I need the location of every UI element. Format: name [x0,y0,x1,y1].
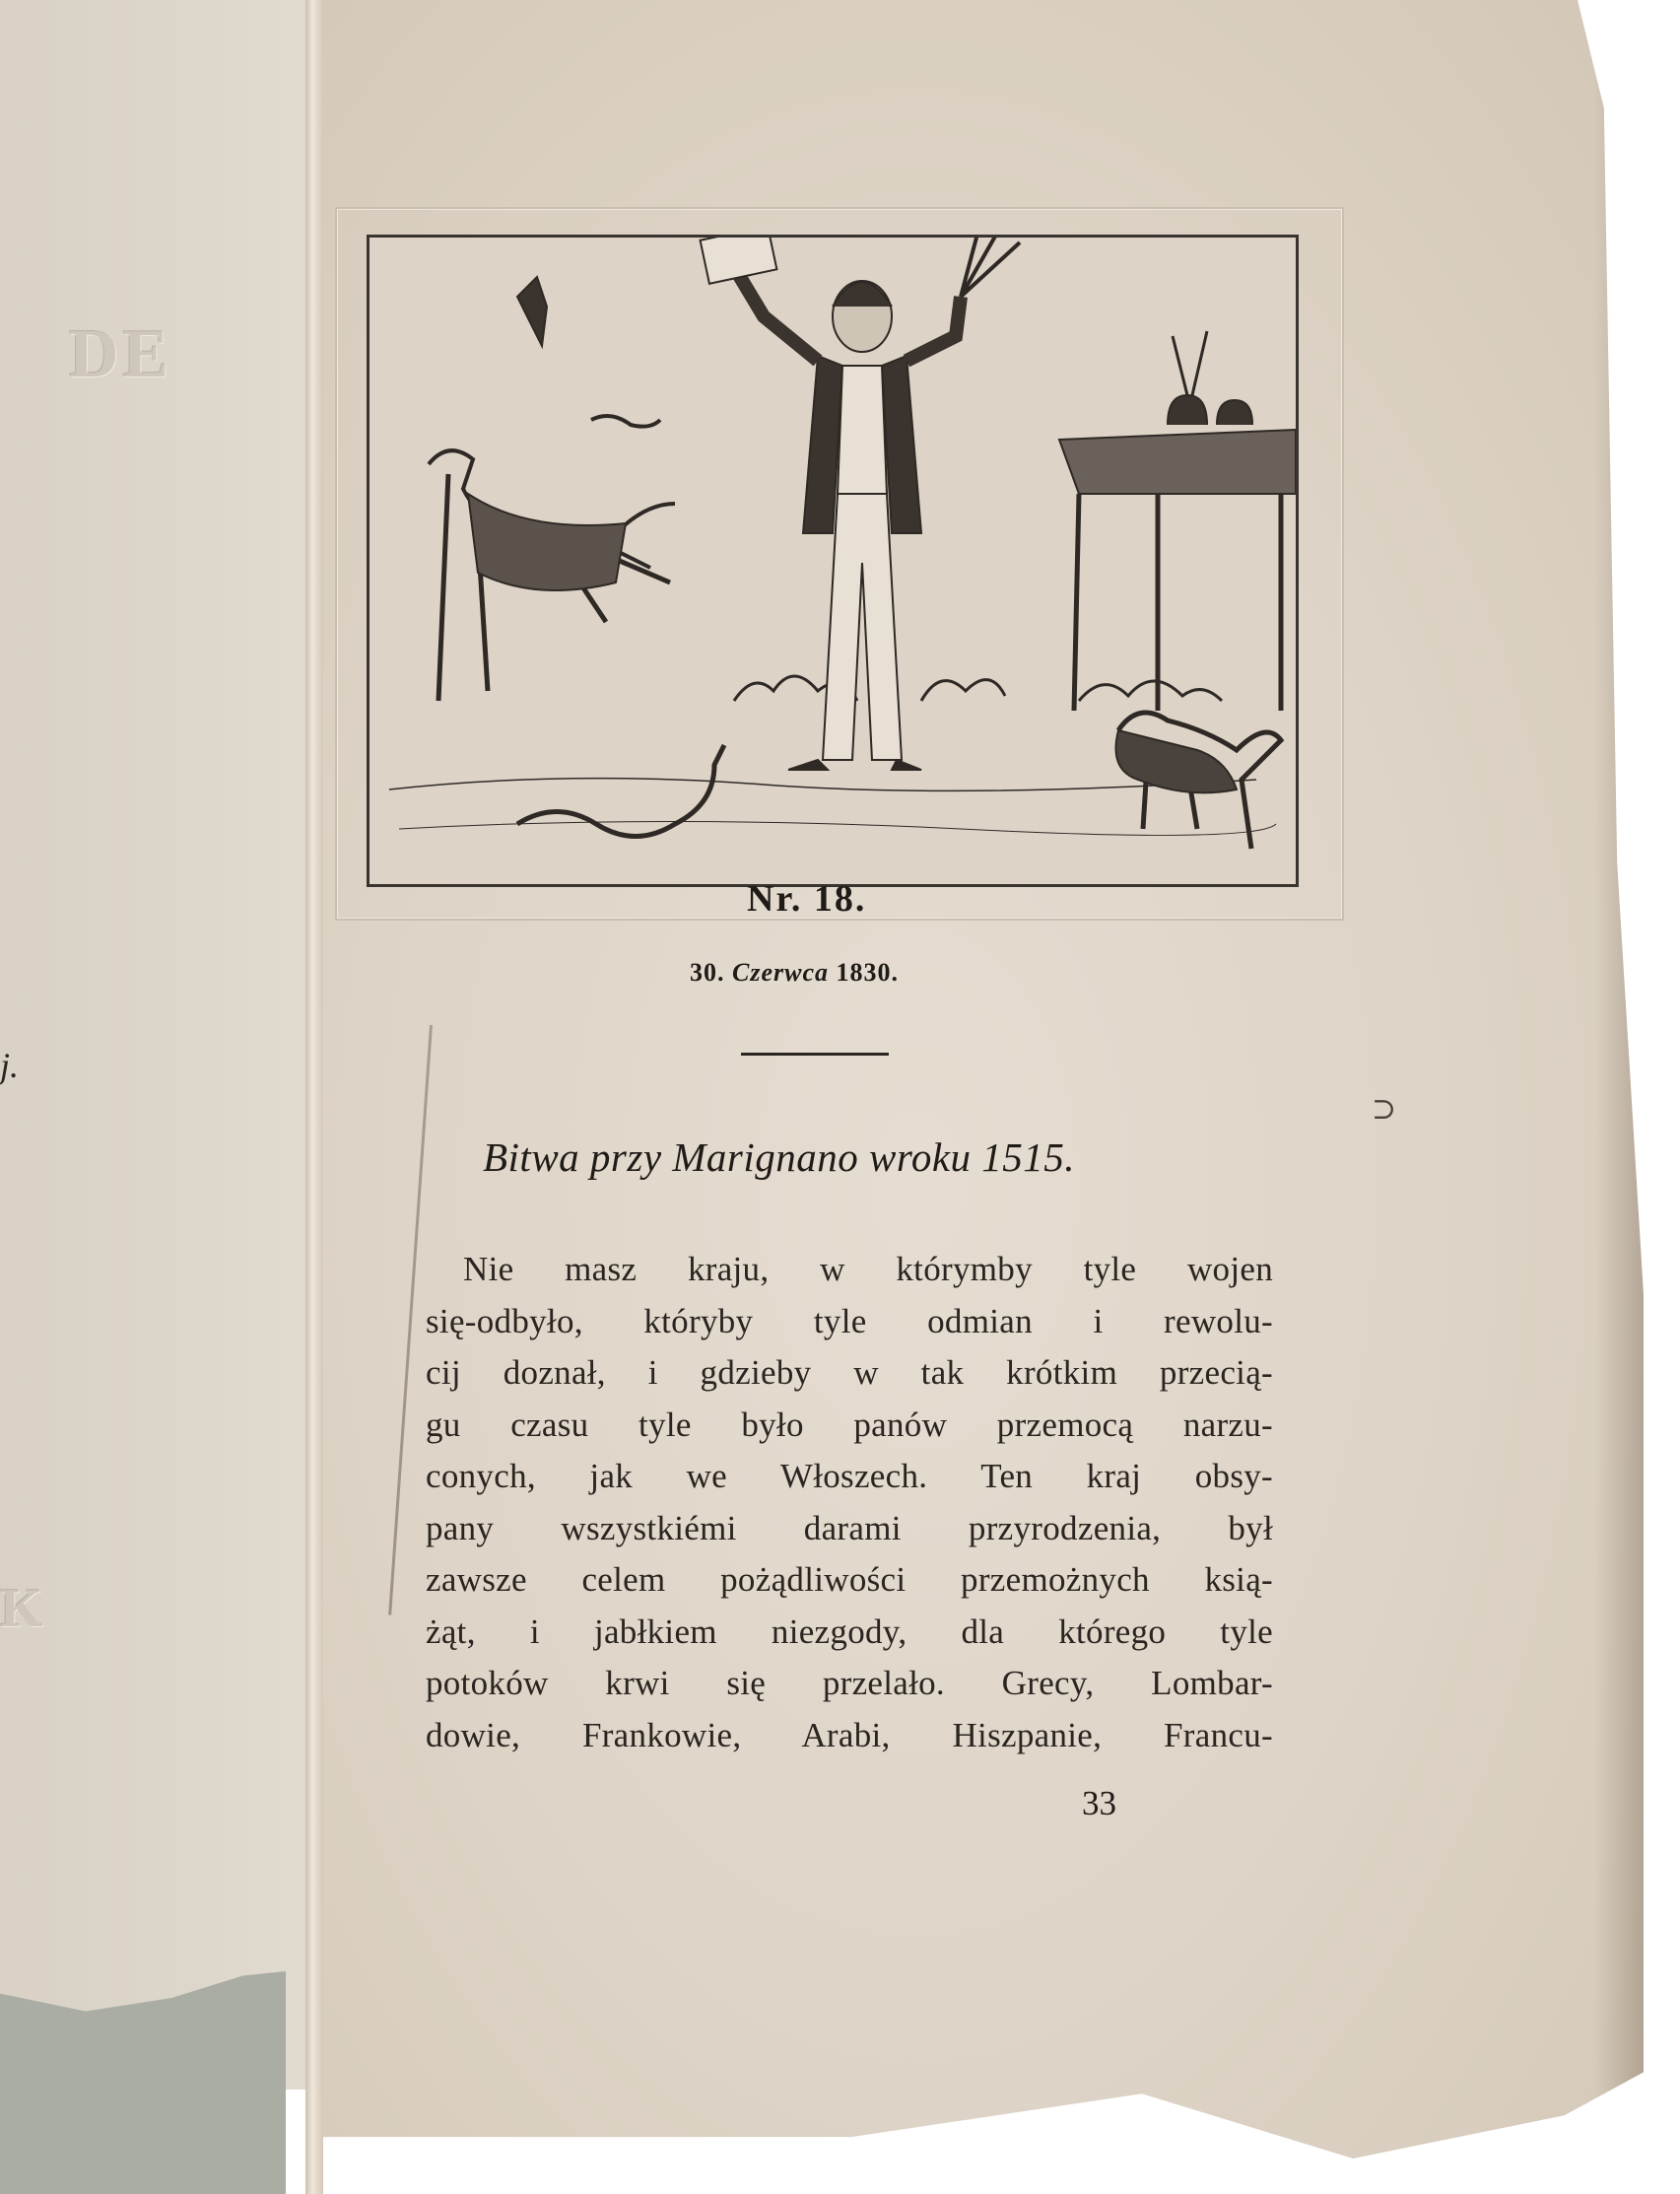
spine-gutter [305,0,323,2194]
body-line: żąt, i jabłkiem niezgody, dla którego tyle [426,1611,1273,1651]
body-line: dowie, Frankowie, Arabi, Hiszpanie, Francu- [426,1715,1273,1754]
body-line: gu czasu tyle było panów przemocą narzu- [426,1405,1273,1444]
embossed-text-fragment: K [0,1578,43,1639]
page-number: 33 [1082,1784,1116,1822]
body-line: cij doznał, i gdzieby w tak krótkim przecią- [426,1353,1273,1392]
page-edge-shadow [1594,0,1644,2159]
issue-number: Nr. 18. [747,878,867,920]
body-line: conych, jak we Włoszech. Ten kraj obsy- [426,1457,1273,1495]
engraving-illustration [367,235,1299,887]
cover-board [0,1971,286,2194]
left-page [0,0,313,2090]
section-divider [741,1053,889,1056]
body-line: się-odbyło, któryby tyle odmian i rewolu- [426,1301,1273,1340]
body-line: zawsze celem pożądliwości przemożnych ksią- [426,1560,1273,1599]
embossed-title-fragment: DE [69,316,173,392]
body-line: potoków krwi się przelało. Grecy, Lombar- [426,1664,1273,1702]
issue-date-year: 1830. [836,958,899,987]
body-line: Nie masz kraju, w którymby tyle wojen [463,1250,1273,1288]
engraving-art [370,238,1296,884]
body-line: pany wszystkiémi darami przyrodzenia, był [426,1508,1273,1547]
issue-date [690,958,899,988]
issue-date-month: Czerwca [732,958,829,987]
margin-mark-icon: ⊃ [1372,1093,1397,1126]
issue-date-day: 30. [690,958,725,987]
left-page-text-fragment: j. [0,1046,20,1085]
article-title: Bitwa przy Marignano wroku 1515. [483,1134,1076,1180]
article-body [426,1244,1273,1761]
